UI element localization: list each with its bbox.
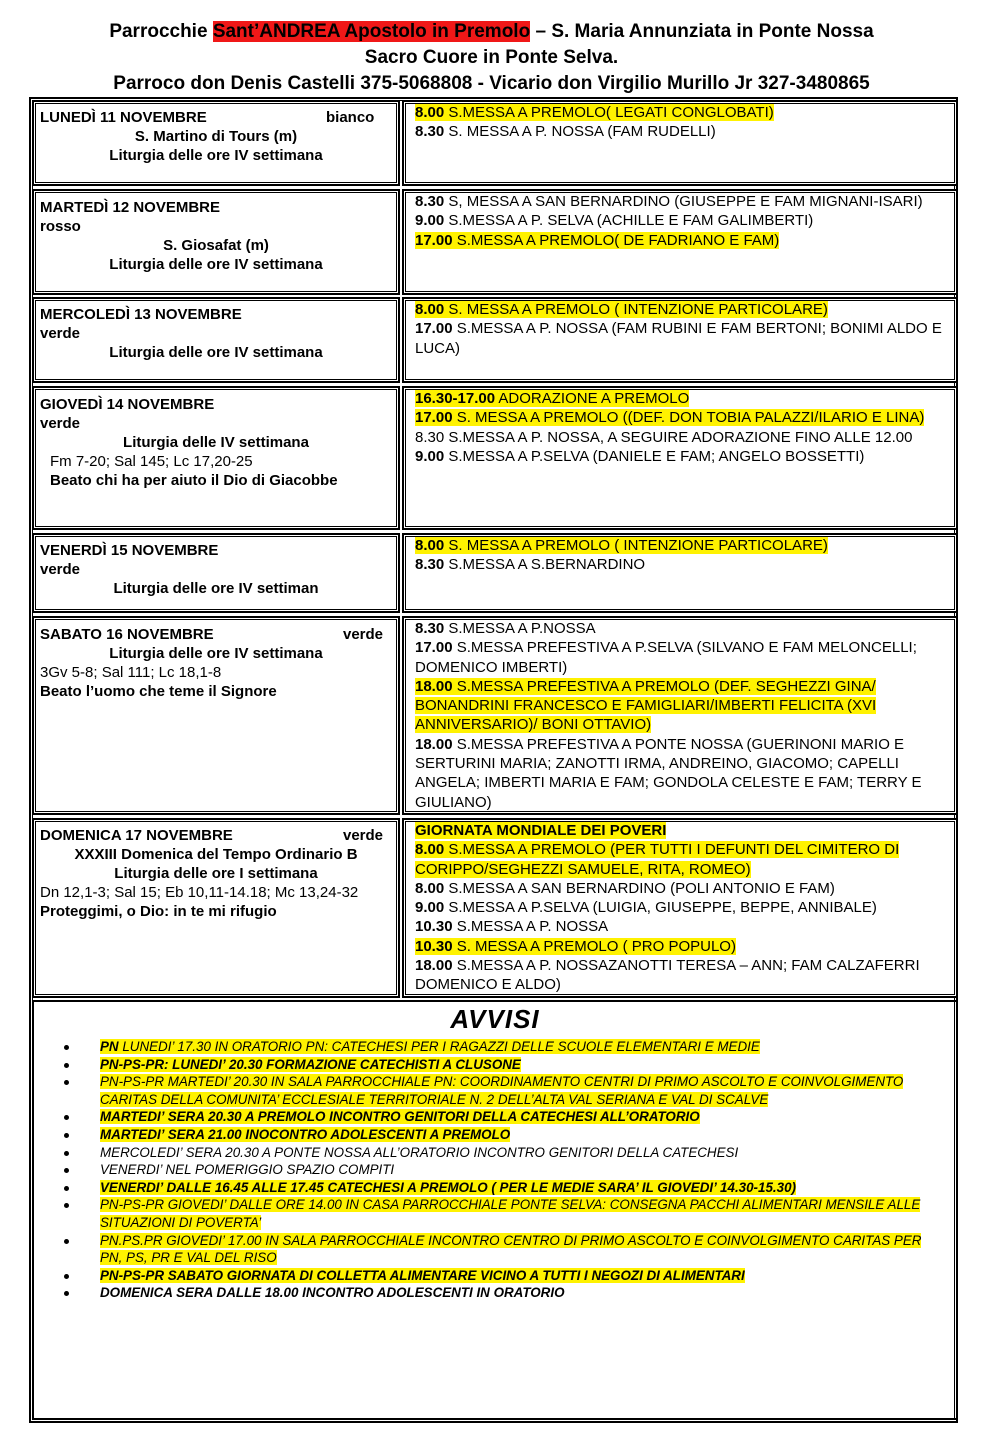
avviso-item: [62, 1267, 932, 1285]
avviso-item: [62, 1179, 932, 1197]
mass-time: 8.00: [415, 841, 445, 859]
avviso-item: [62, 1038, 932, 1056]
mass-time: 10.30: [415, 937, 453, 955]
masses-list: [409, 619, 954, 812]
mass-time: 17.00: [415, 320, 453, 338]
mass-time: 8.00: [415, 879, 445, 897]
mass-time: 8.30: [415, 620, 445, 637]
mass-text: S. MESSA A P. NOSSA (FAM RUDELLI): [444, 123, 716, 141]
mass-text: S. MESSA A PREMOLO ( INTENZIONE PARTICOLARE): [444, 537, 828, 554]
day-title: GIOVEDÌ 14 NOVEMBRE: [40, 396, 215, 413]
bullet-icon: [64, 1151, 69, 1156]
mass-time: 9.00: [415, 447, 445, 465]
day-title: MERCOLEDÌ 13 NOVEMBRE: [40, 306, 242, 323]
mass-text: S.MESSA A P. NOSSAZANOTTI TERESA – ANN; FAM CALZAFERRI DOMENICO E ALDO): [415, 957, 920, 994]
mass-time: 10.30: [415, 918, 453, 936]
mass-text: S.MESSA PREFESTIVA A PREMOLO (DEF. SEGHEZZI GINA/ BONANDRINI FRANCESCO E FAMIGLIARI/IMBERTI FELICITA (XVI ANNIVERSARIO)/ BONI OTTAVIO): [415, 677, 877, 734]
header-prefix: Parrocchie: [109, 21, 213, 42]
mass-entry: [409, 677, 954, 735]
mass-entry: [409, 956, 954, 995]
avviso-item: [62, 1284, 932, 1302]
avvisi-title: AVVISI: [450, 1004, 540, 1034]
avviso-text: PN-PS-PR SABATO GIORNATA DI COLLETTA ALIMENTARE VICINO A TUTTI I NEGOZI DI ALIMENTARI: [100, 1267, 745, 1283]
avviso-text: LUNEDI’ 20.30 FORMAZIONE CATECHISTI A CLUSONE: [172, 1056, 521, 1072]
mass-entry: [409, 937, 954, 956]
mass-entry: [409, 231, 954, 250]
mass-time: 18.00: [415, 735, 453, 753]
mass-time: 17.00: [415, 409, 453, 427]
avviso-text: PN-PS-PR GIOVEDI’ DALLE ORE 14.00 IN CASA PARROCCHIALE PONTE SELVA: CONSEGNA PACCHI ALIMENTARI MENSILE ALLE SITUAZIONI DI POVERTA’: [100, 1197, 921, 1230]
mass-text: S.MESSA A PREMOLO( DE FADRIANO E FAM): [452, 231, 780, 249]
mass-entry: [409, 319, 954, 358]
mass-time: 8.00: [415, 301, 445, 318]
mass-entry: [409, 536, 954, 555]
mass-time: GIORNATA MONDIALE DEI POVERI: [415, 822, 667, 839]
mass-text: S.MESSA A P. NOSSA (FAM RUBINI E FAM BERTONI; BONIMI ALDO E LUCA): [415, 320, 942, 357]
bullet-icon: [64, 1186, 69, 1191]
masses-list: [409, 821, 954, 995]
mass-entry: [409, 821, 954, 840]
mass-entry: [409, 879, 954, 898]
mass-entry: [409, 428, 954, 447]
mass-entry: [409, 555, 954, 574]
liturgy-line: Liturgia delle ore IV settimana: [109, 344, 323, 361]
avviso-item: [62, 1108, 932, 1126]
mass-time: 8.30: [415, 556, 445, 574]
header-line-3: Parroco don Denis Castelli 375-5068808 - Vicario don Virgilio Murillo Jr 327-3480865: [113, 73, 870, 94]
mass-time: 17.00: [415, 639, 453, 657]
liturgy-line: Liturgia delle ore IV settimana: [109, 645, 323, 662]
motto: Beato chi ha per aiuto il Dio di Giacobbe: [50, 472, 338, 489]
avviso-text: MERCOLEDI’ SERA 20.30 A PONTE NOSSA ALL’ORATORIO INCONTRO GENITORI DELLA CATECHESI: [100, 1144, 739, 1160]
mass-text: S.MESSA A PREMOLO( LEGATI CONGLOBATI): [444, 104, 774, 121]
mass-time: 9.00: [415, 212, 445, 230]
avviso-item: [62, 1232, 932, 1267]
mass-entry: [409, 389, 954, 408]
mass-text: S. MESSA A PREMOLO ( PRO POPULO): [452, 937, 736, 955]
mass-entry: [409, 408, 954, 427]
mass-text: S.MESSA PREFESTIVA A PONTE NOSSA (GUERINONI MARIO E SERTURINI MARIA; ZANOTTI IRMA, ANDREINO, GIACOMO; CAPELLI ANGELA; IMBERTI MARIA E FAM; GONDOLA CELESTE E FAM; TERRY E GIULIANO): [415, 735, 922, 811]
avviso-text: DOMENICA SERA DALLE 18.00 INCONTRO ADOLESCENTI IN ORATORIO: [100, 1285, 565, 1301]
readings: Dn 12,1-3; Sal 15; Eb 10,11-14.18; Mc 13,24-32: [40, 884, 359, 901]
avviso-item: [62, 1196, 932, 1231]
mass-entry: [409, 103, 954, 122]
mass-entry: [409, 447, 954, 466]
avviso-text: MARTEDI’ SERA 21.00 INOCONTRO ADOLESCENTI A PREMOLO: [100, 1126, 511, 1142]
day-title: VENERDÌ 15 NOVEMBRE: [40, 542, 219, 559]
mass-entry: [409, 619, 954, 638]
masses-list: [409, 103, 954, 142]
masses-list: [409, 300, 954, 358]
bullet-icon: [64, 1168, 69, 1173]
mass-time: 8.30: [415, 193, 445, 210]
mass-time: 8.00: [415, 104, 445, 121]
mass-text: S. MESSA A PREMOLO ( INTENZIONE PARTICOLARE): [444, 301, 828, 318]
mass-text: 8.30 S.MESSA A P. NOSSA, A SEGUIRE ADORAZIONE FINO ALLE 12.00: [415, 428, 913, 446]
bullet-icon: [64, 1133, 69, 1138]
mass-entry: [409, 192, 954, 211]
readings: Fm 7-20; Sal 145; Lc 17,20-25: [50, 453, 253, 470]
header-line-1: [0, 19, 983, 44]
liturgical-color: verde: [40, 561, 81, 578]
mass-text: S.MESSA A P. NOSSA: [452, 918, 609, 936]
mass-time: 18.00: [415, 677, 453, 695]
mass-text: S.MESSA A P. SELVA (ACHILLE E FAM GALIMBERTI): [444, 212, 814, 230]
avviso-item: [62, 1073, 932, 1108]
mass-entry: [409, 300, 954, 319]
mass-time: 9.00: [415, 899, 445, 917]
mass-text: S.MESSA PREFESTIVA A P.SELVA (SILVANO E FAM MELONCELLI; DOMENICO IMBERTI): [415, 639, 917, 676]
avviso-item: [62, 1126, 932, 1144]
motto: Beato l’uomo che teme il Signore: [40, 683, 277, 700]
masses-list: [409, 389, 954, 466]
occasion-line: XXXIII Domenica del Tempo Ordinario B: [74, 846, 358, 863]
liturgical-color: verde: [343, 626, 384, 643]
mass-time: 17.00: [415, 231, 453, 249]
mass-text: S. MESSA A PREMOLO ((DEF. DON TOBIA PALAZZI/ILARIO E LINA): [452, 409, 925, 427]
avviso-text: LUNEDI’ 17.30 IN ORATORIO PN: CATECHESI PER I RAGAZZI DELLE SCUOLE ELEMENTARI E MEDIE: [122, 1039, 760, 1054]
mass-time: 16.30-17.00: [415, 390, 496, 407]
mass-text: S.MESSA A SAN BERNARDINO (POLI ANTONIO E FAM): [444, 879, 835, 897]
header-parish-highlight: Sant’ANDREA Apostolo in Premolo: [212, 21, 531, 42]
bullet-icon: [64, 1115, 69, 1120]
mass-text: S.MESSA A P.SELVA (LUIGIA, GIUSEPPE, BEPPE, ANNIBALE): [444, 899, 877, 917]
bullet-icon: [64, 1203, 69, 1208]
avviso-text: MARTEDI’ SERA 20.30 A PREMOLO INCONTRO GENITORI DELLA CATECHESI ALL’ORATORIO: [100, 1109, 700, 1125]
header-line-2: Sacro Cuore in Ponte Selva.: [364, 47, 619, 68]
liturgy-line: Liturgia delle IV settimana: [123, 434, 309, 451]
bullet-icon: [64, 1239, 69, 1244]
avviso-parish-code: PN: [100, 1039, 123, 1054]
mass-text: ADORAZIONE A PREMOLO: [495, 390, 690, 407]
mass-time: 8.30: [415, 123, 445, 141]
mass-entry: [409, 122, 954, 141]
day-title: SABATO 16 NOVEMBRE: [40, 626, 214, 643]
liturgy-line: Liturgia delle ore IV settiman: [113, 580, 319, 597]
avviso-parish-code: PN-PS-PR:: [100, 1056, 173, 1072]
day-title: DOMENICA 17 NOVEMBRE: [40, 827, 233, 844]
avviso-item: [62, 1161, 932, 1179]
saint-line: S. Martino di Tours (m): [134, 128, 298, 145]
liturgical-color: verde: [343, 827, 384, 844]
liturgical-color: verde: [40, 415, 81, 432]
liturgical-color: verde: [40, 325, 81, 342]
header-suffix: – S. Maria Annunziata in Ponte Nossa: [530, 21, 874, 42]
masses-list: [409, 192, 954, 250]
avvisi-list: [62, 1038, 932, 1302]
avviso-item: [62, 1144, 932, 1162]
day-title: LUNEDÌ 11 NOVEMBRE: [40, 109, 207, 126]
day-title: MARTEDÌ 12 NOVEMBRE: [40, 199, 221, 216]
mass-text: S, MESSA A SAN BERNARDINO (GIUSEPPE E FAM MIGNANI-ISARI): [444, 193, 923, 210]
mass-entry: [409, 917, 954, 936]
readings: 3Gv 5-8; Sal 111; Lc 18,1-8: [40, 664, 222, 681]
bullet-icon: [64, 1063, 69, 1068]
mass-time: 18.00: [415, 957, 453, 975]
liturgy-line: Liturgia delle ore IV settimana: [109, 256, 323, 273]
liturgy-line: Liturgia delle ore I settimana: [114, 865, 318, 882]
liturgy-line: Liturgia delle ore IV settimana: [109, 147, 323, 164]
avviso-item: [62, 1056, 932, 1074]
bullet-icon: [64, 1045, 69, 1050]
mass-time: 8.00: [415, 537, 445, 554]
avviso-text: PN-PS-PR MARTEDI’ 20.30 IN SALA PARROCCHIALE PN: COORDINAMENTO CENTRI DI PRIMO ASCOLTO E COINVOLGIMENTO CARITAS DELLA COMUNITA’ ECCLESIALE TERRITORIALE N. 2 DELL’ALTA VAL SERIANA E VAL DI SCALVE: [100, 1074, 904, 1107]
mass-text: S.MESSA A P.NOSSA: [444, 620, 596, 637]
mass-entry: [409, 211, 954, 230]
avviso-text: VENERDI’ DALLE 16.45 ALLE 17.45 CATECHESI A PREMOLO ( PER LE MEDIE SARA’ IL GIOVEDI’ 14.30-15.30): [100, 1179, 796, 1195]
bullet-icon: [64, 1274, 69, 1279]
liturgical-color: bianco: [326, 109, 375, 126]
mass-text: S.MESSA A PREMOLO (PER TUTTI I DEFUNTI DEL CIMITERO DI CORIPPO/SEGHEZZI SAMUELE, RITA, ROMEO): [415, 841, 900, 878]
liturgical-color: rosso: [40, 218, 81, 235]
motto: Proteggimi, o Dio: in te mi rifugio: [40, 903, 277, 920]
mass-text: S.MESSA A P.SELVA (DANIELE E FAM; ANGELO BOSSETTI): [444, 447, 865, 465]
bullet-icon: [64, 1080, 69, 1085]
avviso-text: PN.PS.PR GIOVEDI’ 17.00 IN SALA PARROCCHIALE INCONTRO CENTRO DI PRIMO ASCOLTO E COINVOLGIMENTO CARITAS PER PN, PS, PR E VAL DEL RISO: [100, 1232, 922, 1266]
mass-entry: [409, 898, 954, 917]
masses-list: [409, 536, 954, 575]
avviso-text: VENERDI’ NEL POMERIGGIO SPAZIO COMPITI: [100, 1162, 395, 1178]
mass-entry: [409, 840, 954, 879]
mass-text: S.MESSA A S.BERNARDINO: [444, 556, 646, 574]
saint-line: S. Giosafat (m): [163, 237, 269, 254]
bullet-icon: [64, 1291, 69, 1296]
mass-entry: [409, 735, 954, 812]
mass-entry: [409, 638, 954, 677]
